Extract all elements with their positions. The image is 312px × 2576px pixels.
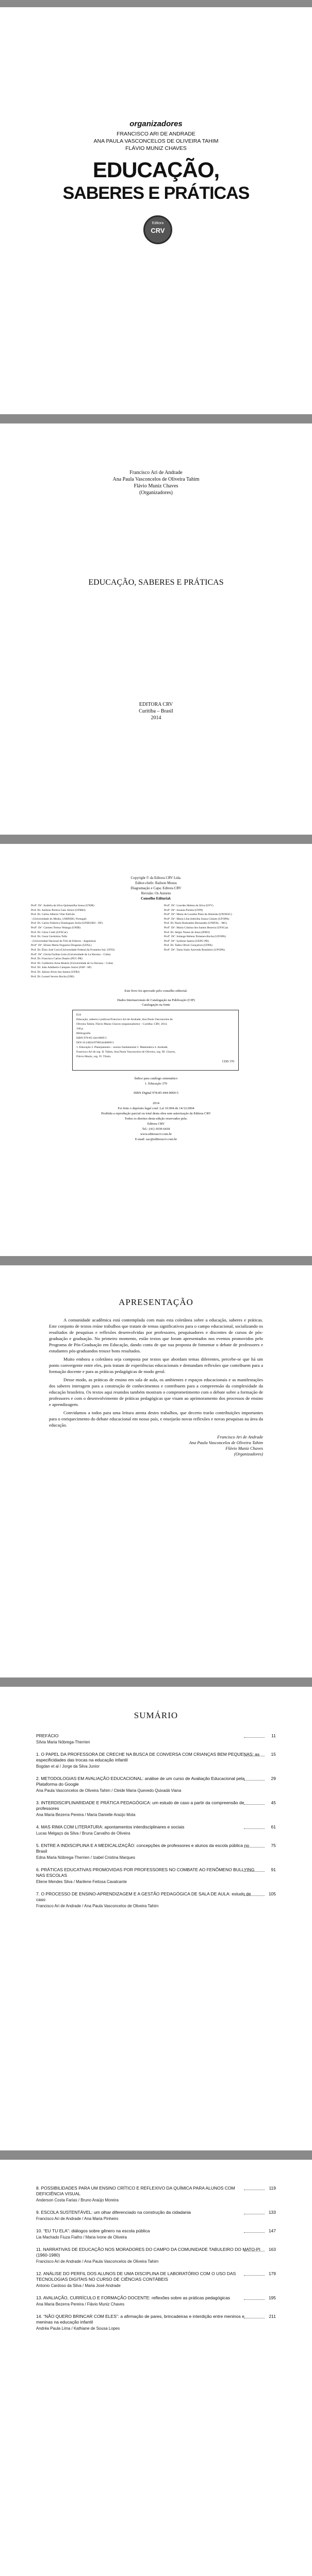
dot-leader xyxy=(244,2299,265,2300)
presentation-signature xyxy=(49,1434,263,1457)
title-author-3: Flávio Muniz Chaves xyxy=(134,483,178,489)
footer-rights: Proibida a reprodução parcial ou total desta obra sem autorização da Editora CRV xyxy=(101,1112,211,1115)
imprint-year: 2014 xyxy=(151,715,161,721)
summary-entry-page: 61 xyxy=(271,1824,276,1829)
council-member: Prof. Dr. Tadeu Oliver Gonçalves (UFPA) xyxy=(164,944,212,947)
cip-line: ISBN 978-85-444-0069-5 xyxy=(76,1037,107,1040)
summary-entry[interactable] xyxy=(36,1891,276,1909)
summary-entry-page: 29 xyxy=(271,1776,276,1781)
presentation-paragraph: A comunidade acadêmica está contemplada com mais esta coletânea sobre a educação, saberes e práticas. Este conjunto de textos reúne trabalhos que tratam de temas significativos para o campo educacional, socializando os resultados de pesquisas e reflexões desenvolvidas por professores, pesquisadores e discentes de cursos de pós-graduação e graduação. No primeiro momento, estão textos que foram apresentados nos eventos promovidos pelo Programa de Pós-Graduação em Educação, dando conta de que sua proposta de fomentar o debate de professores e estudantes pós-graduandos trouxe bons resultados. xyxy=(49,1317,263,1353)
cip-box xyxy=(72,1010,239,1071)
cover-title-line2: SABERES E PRÁTICAS xyxy=(62,183,250,203)
imprint-publisher: EDITORA CRV xyxy=(139,702,173,707)
summary-entry-title: 3. INTERDISCIPLINARIDADE E PRÁTICA PEDAGÓGICA: um estudo de caso a partir da compreensão de professores xyxy=(36,1800,244,1811)
summary-entry-page: 211 xyxy=(269,2314,276,2319)
presentation-body xyxy=(49,1317,263,1457)
summary-entry-title: 14. “NÃO QUERO BRINCAR COM ELES”: a afirmação de pares, brincadeiras e interdição entre meninos e meninas na educação infantil xyxy=(36,2314,244,2325)
summary-entry-page: 15 xyxy=(271,1752,276,1757)
title-author-role: (Organizadores) xyxy=(139,490,173,496)
council-member: - (Universidad Nacional de Três de Febrero - Argentina) xyxy=(31,939,96,943)
summary-entry[interactable] xyxy=(36,2271,276,2289)
summary-entry-authors: Andréa Paula Lima / Kathiane de Sousa Lopes xyxy=(36,2326,120,2331)
summary-entry[interactable] xyxy=(36,1824,276,1836)
summary-entry-authors: Francisco Ari de Andrade / Ana Paula Vasconcelos de Oliveira Tahim xyxy=(36,1904,159,1908)
imprint-city: Curitiba – Brasil xyxy=(139,708,173,714)
council-member: Profª. Drª. Andréia da Silva Quintanilha Sousa (UNIR) xyxy=(31,904,94,907)
summary-entry[interactable] xyxy=(36,2314,276,2331)
review-line: Revisão: Os Autores xyxy=(141,891,171,895)
council-member: Prof. Dr. Carlos Federico Dominguez Avila (UNIEURO - DF) xyxy=(31,922,103,925)
index-title: Índice para catálogo sistemático xyxy=(134,1077,178,1080)
council-member: Prof. Dr. Jailson Alves dos Santos (UFRJ) xyxy=(31,970,80,974)
summary-entry-authors: Lucas Melgaço da Silva / Bruna Carvalho de Oliveira xyxy=(36,1831,130,1836)
signature-line: (Organizadores) xyxy=(234,1451,263,1456)
summary-entry-page: 195 xyxy=(268,2295,276,2300)
summary-entry-title: 12. ANÁLISE DO PERFIL DOS ALUNOS DE UMA DISCIPLINA DE LABORATÓRIO COM O USO DAS TECNOLOGIAS DIGITAIS NO CURSO DE CIÊNCIAS CONTÁBEIS xyxy=(36,2271,236,2282)
council-member: Prof. Dr. Cesar Gerónimo Tello xyxy=(31,935,68,939)
summary-entry[interactable] xyxy=(36,2210,276,2222)
summary-entry-page: 147 xyxy=(268,2228,276,2233)
copyright-page xyxy=(0,844,312,1256)
summary-entry[interactable] xyxy=(36,2247,276,2264)
dot-leader xyxy=(244,1780,265,1781)
cover-organizer-1: FRANCISCO ARI DE ANDRADE xyxy=(117,131,195,137)
council-member: Prof. Dr. Celso Conti (UFSCar) xyxy=(31,930,68,934)
dot-leader xyxy=(244,1871,265,1872)
council-member: Profª. Drª. Josania Portela (UFPI) xyxy=(164,908,203,912)
summary-entry-authors: Sílvia Maria Nóbrega-Therrien xyxy=(36,1740,90,1744)
summary-entry-title: 7. O PROCESSO DE ENSINO-APRENDIZAGEM E A GESTÃO PEDAGÓGICA DE SALA DE AULA: estudo de caso xyxy=(36,1891,251,1902)
council-member: Prof. Dr. Antônio Pereira Gaio Júnior (UFRRJ) xyxy=(31,908,86,912)
dot-leader xyxy=(244,1895,265,1896)
council-member: Profª. Drª. Maria Lília Imbiriba Sousa Colares (UFOPA) xyxy=(164,917,229,921)
council-title: Conselho Editorial: xyxy=(141,896,171,901)
footer-website: www.editoracrv.com.br xyxy=(140,1132,172,1136)
council-member: Prof. Dr. João Adalberto Campato Junior (FAP - SP) xyxy=(31,966,92,970)
summary-entry-title: 8. POSSIBILIDADES PARA UM ENSINO CRÍTICO E REFLEXIVO DA QUÍMICA PARA ALUNOS COM DEFICIÊNCIA VISUAL xyxy=(36,2185,235,2196)
council-member: Profª. Drª. Maria Cristina dos Santos Bezerra (UFSCar) xyxy=(164,926,228,929)
summary-entry-page: 163 xyxy=(268,2247,276,2252)
signature-line: Francisco Ari de Andrade xyxy=(217,1434,263,1439)
summary-entry-authors: Ana Maria Bezerra Pereira / Flávio Muniz Chaves xyxy=(36,2302,125,2307)
summary-entry-page: 75 xyxy=(271,1843,276,1848)
summary-entry[interactable] xyxy=(36,1867,276,1885)
council-member: Prof. Dr. Carlos Alberto Vilar Estêvão xyxy=(31,913,75,917)
summary-entry[interactable] xyxy=(36,2295,276,2307)
summary-entry-authors: Anderson Costa Farias / Bruno Araújo Moreira xyxy=(36,2198,119,2202)
dot-leader xyxy=(244,1828,265,1829)
publisher-logo-top: Editora xyxy=(152,222,164,225)
summary-entry-page: 119 xyxy=(269,2185,276,2191)
cip-line: 338 p. xyxy=(76,1027,84,1030)
cip-line: Bibliografia xyxy=(76,1032,91,1035)
cip-line: E24 xyxy=(76,1013,81,1016)
council-member: Prof. Dr. Leonel Severo Rocha (URI) xyxy=(31,975,74,978)
summary-entry[interactable] xyxy=(36,1752,276,1769)
council-member: Prof. Dr. Francisco Carlos Duarte (PUC-PR) xyxy=(31,957,83,961)
presentation-paragraph: Desse modo, as práticas de ensino em sala de aula, os ambientes e espaços educacionais e as manifestações dos saberes interagem para a construção de conhecimentos e contribuem para a compreensão da complexidade da educação brasileira. Os textos aqui reunidos também mostram o comprometimento com o debate sobre a formação de professores e com o desenvolvimento de práticas pedagógicas que visam ao aprimoramento dos processos de ensino e aprendizagem. xyxy=(49,1377,263,1407)
editor-line: Editor-chefe: Railson Moura xyxy=(135,881,177,885)
cover-organizer-3: FLÁVIO MUNIZ CHAVES xyxy=(125,145,187,151)
summary-title: SUMÁRIO xyxy=(134,1710,178,1720)
dot-leader xyxy=(244,1804,265,1805)
signature-line: Flávio Muniz Chaves xyxy=(225,1446,263,1451)
summary-entry-title: 10. “EU TU ELA”: diálogos sobre gênero na escola pública xyxy=(36,2228,150,2233)
summary-entry[interactable] xyxy=(36,2185,276,2203)
summary-entry-title: 9. ESCOLA SUSTENTÁVEL: um olhar diferenciado na construção da cidadania xyxy=(36,2210,191,2215)
council-right-list xyxy=(164,904,288,953)
title-author-2: Ana Paula Vasconcelos de Oliveira Tahim xyxy=(112,477,200,482)
index-line: 1. Educação 370 xyxy=(144,1082,168,1086)
copyright-line: Copyright © da Editora CRV Ltda. xyxy=(130,876,182,880)
publisher-logo-icon xyxy=(143,215,172,244)
council-member: Profª. Drª. Carmen Tereza Velanga (UNIR) xyxy=(31,926,81,929)
footer-phone: Tel.: (41) 3039-6418 xyxy=(142,1127,170,1131)
publisher-logo-mark: CRV xyxy=(151,227,165,234)
cip-line: Flávio Muniz, org. IV. Título. xyxy=(76,1055,111,1058)
council-left-list xyxy=(31,904,155,979)
council-member: Profª. Drª. Gloria Fariñas León (Universidade de La Havana – Cuba) xyxy=(31,953,111,956)
footer-reserved: Todos os direitos desta edição reservados pela: xyxy=(124,1117,188,1121)
council-member: Profª. Drª. Maria de Lourdes Pinto de Almeida (UNOESC) xyxy=(164,913,232,917)
summary-entry-authors: Francisco Ari de Andrade / Ana Paula Vasconcelos de Oliveira Tahim xyxy=(36,2259,159,2264)
dot-leader xyxy=(244,2275,265,2276)
summary-entry-title: 5. ENTRE A INDISCIPLINA E A MEDICALIZAÇÃO: concepções de professores e alunos da escola pública no Brasil xyxy=(36,1843,249,1854)
cover-title-line1: EDUCAÇÃO, xyxy=(92,158,220,182)
council-member: Profª. Drª. Sydione Santos (UEPG PR) xyxy=(164,939,209,943)
cover-organizers-label: organizadores xyxy=(129,120,183,128)
footer-year: 2014 xyxy=(153,1101,159,1105)
council-member: Prof. Dr. Sérgio Nunes de Jesus (IFRO) xyxy=(164,930,210,934)
summary-list xyxy=(36,1733,276,1916)
summary-page-2 xyxy=(0,2160,312,2576)
council-member: Profª. Drª. Elione Maria Nogueira Diogenes (UFAL) xyxy=(31,944,92,947)
title-author-1: Francisco Ari de Andrade xyxy=(129,470,183,476)
summary-entry-authors: Ana Paula Vasconcelos de Oliveira Tahim / Cleide Maria Quevedo Quixadá Viana xyxy=(36,1788,182,1793)
title-page-heading: EDUCAÇÃO, SABERES E PRÁTICAS xyxy=(88,578,224,587)
cip-subtitle: Catalogação na fonte xyxy=(142,1003,170,1007)
summary-entry[interactable] xyxy=(36,1800,276,1818)
dot-leader xyxy=(244,1737,265,1738)
summary-entry-authors: Eliene Mendes Silva / Marilene Feitosa Cavalcante xyxy=(36,1879,127,1884)
summary-entry-authors: Lia Machado Fiuza Fialho / Maria Ivone de Oliveira xyxy=(36,2235,127,2240)
summary-list xyxy=(36,2185,276,2338)
council-member: Profª. Drª. Lourdes Helena da Silva (UFV) xyxy=(164,904,214,907)
council-member: Prof. Dr. Élsio José Corá (Universidade Federal da Fronteira Sul, UFFS) xyxy=(31,948,115,952)
summary-entry-page: 11 xyxy=(271,1733,276,1738)
signature-line: Ana Paula Vasconcelos de Oliveira Tahim xyxy=(189,1440,263,1445)
summary-entry-authors: Bogdan et al / Jorge da Silva Junior xyxy=(36,1764,100,1769)
cip-line: Francisco Ari de org. II. Tahim, Ana Paula Vasconcelos de Oliveira, org. III. Chaves, xyxy=(76,1050,176,1054)
summary-entry-title: 2. METODOLOGIAS EM AVALIAÇÃO EDUCACIONAL: análise de um curso de Avaliação Educacional pela Plataforma do Google xyxy=(36,1776,245,1787)
presentation-page xyxy=(0,1265,312,1677)
council-member: Profª. Drª. Tania Suely Azevedo Brasileiro (UFOPA) xyxy=(164,948,225,952)
cip-line: 1. Educação 2. Planejamento – ensino fundamental 3. Matemática 4. Andrade, xyxy=(76,1046,168,1049)
summary-entry-authors: Ana Maria Bezerra Pereira / Maria Danielle Araújo Mota xyxy=(36,1812,136,1817)
summary-entry-title: PREFÁCIO xyxy=(36,1733,59,1738)
presentation-paragraph: Convidamos a todos para uma leitura atenta destes trabalhos, que decerto trarão contribuições importantes para o enriquecimento do debate educacional em nosso país, e ensejarão novas reflexões e novas pesquisas na área da educação. xyxy=(49,1410,263,1428)
summary-entry[interactable] xyxy=(36,2228,276,2240)
summary-entry-page: 133 xyxy=(268,2210,276,2215)
council-member: Profª. Drª. Solange Helena Ximenes-Rocha (UFOPA) xyxy=(164,935,226,939)
council-member: - (Universidade do Minho, UMINHO, Portugal) xyxy=(31,917,87,921)
summary-entry[interactable] xyxy=(36,1776,276,1793)
footer-legal: Foi feito o depósito legal conf. Lei 10.994 de 14/12/2004 xyxy=(118,1107,194,1110)
footer-publisher: Editora CRV xyxy=(147,1122,165,1126)
summary-entry-title: 6. PRÁTICAS EDUCATIVAS PROMOVIDAS POR PROFESSORES NO COMBATE AO FENÔMENO BULLYING NAS ESCOLAS xyxy=(36,1867,255,1878)
cip-line: Oliveira Tahim, Flávio Muniz Chaves (organizadores) – Curitiba: CRV, 2014. xyxy=(76,1023,168,1026)
summary-entry-page: 179 xyxy=(268,2271,276,2276)
dot-leader xyxy=(244,1847,265,1848)
summary-entry[interactable] xyxy=(36,1843,276,1860)
summary-entry-page: 105 xyxy=(268,1891,276,1896)
council-member: Prof. Dr. Paulo Romualdo Hernandes (UNIFAL - MG) xyxy=(164,922,227,925)
title-page xyxy=(0,423,312,835)
presentation-paragraph: Muito embora a coletânea seja composta por textos que abordam temas diferentes, percebe-se que há um ponto convergente entre eles, pois tratam de experiências educacionais e demandam reflexões que contribuem para a formação docente e para as práticas pedagógicas de modo geral. xyxy=(49,1357,263,1374)
summary-entry-title: 11. NARRATIVAS DE EDUCAÇÃO NOS MORADORES DO CAMPO DA COMUNIDADE TABULEIRO DO MATO-PI (1960-1980) xyxy=(36,2247,260,2258)
summary-entry-page: 91 xyxy=(271,1867,276,1872)
cip-line: Educação, saberes e práticas/Francisco Ari de Andrade, Ana Paula Vasconcelos de xyxy=(76,1018,173,1021)
review-note: Este livro foi aprovado pelo conselho editorial. xyxy=(124,989,188,993)
isbn-digital: ISBN Digital 978-85-444-0069-5 xyxy=(133,1091,179,1095)
summary-entry-title: 4. MAS RIMA COM LITERATURA: apontamentos interdisciplinares e sociais xyxy=(36,1824,185,1829)
summary-page-1 xyxy=(0,1687,312,2150)
cover-page xyxy=(0,7,312,414)
council-member: Prof. Dr. Guillermo Arias Beatón (Universidade de La Havana – Cuba) xyxy=(31,961,113,965)
cdd-code: CDD 370 xyxy=(222,1060,234,1063)
design-line: Diagramação e Capa: Editora CRV xyxy=(130,886,182,890)
summary-entry-title: 1. O PAPEL DA PROFESSORA DE CRECHE NA BUSCA DE CONVERSA COM CRIANÇAS BEM PEQUENAS: as especificidades das trocas na educação infantil xyxy=(36,1752,260,1762)
summary-entry[interactable] xyxy=(36,1733,276,1745)
footer-email: E-mail: sac@editoracrv.com.br xyxy=(135,1138,177,1141)
summary-entry-authors: Edna Maria Nóbrega-Therrien / Izabel Cristina Marques xyxy=(36,1855,135,1860)
summary-entry-title: 13. AVALIAÇÃO, CURRÍCULO E FORMAÇÃO DOCENTE: reflexões sobre as práticas pedagógicas xyxy=(36,2295,231,2300)
presentation-title: APRESENTAÇÃO xyxy=(119,1297,193,1307)
summary-entry-authors: Francisco Ari de Andrade / Ana Maria Pinheiro xyxy=(36,2216,119,2221)
cover-organizer-2: ANA PAULA VASCONCELOS DE OLIVEIRA TAHIM xyxy=(93,138,219,144)
dot-leader xyxy=(244,2232,265,2233)
summary-entry-page: 45 xyxy=(271,1800,276,1805)
cip-title: Dados Internacionais de Catalogação na Publicação (CIP) xyxy=(117,998,195,1002)
summary-entry-authors: Antonio Cardoso da Silva / Maria José Andrade xyxy=(36,2283,121,2288)
cip-line: DOI 10.24824/978854440069.5 xyxy=(76,1041,114,1044)
